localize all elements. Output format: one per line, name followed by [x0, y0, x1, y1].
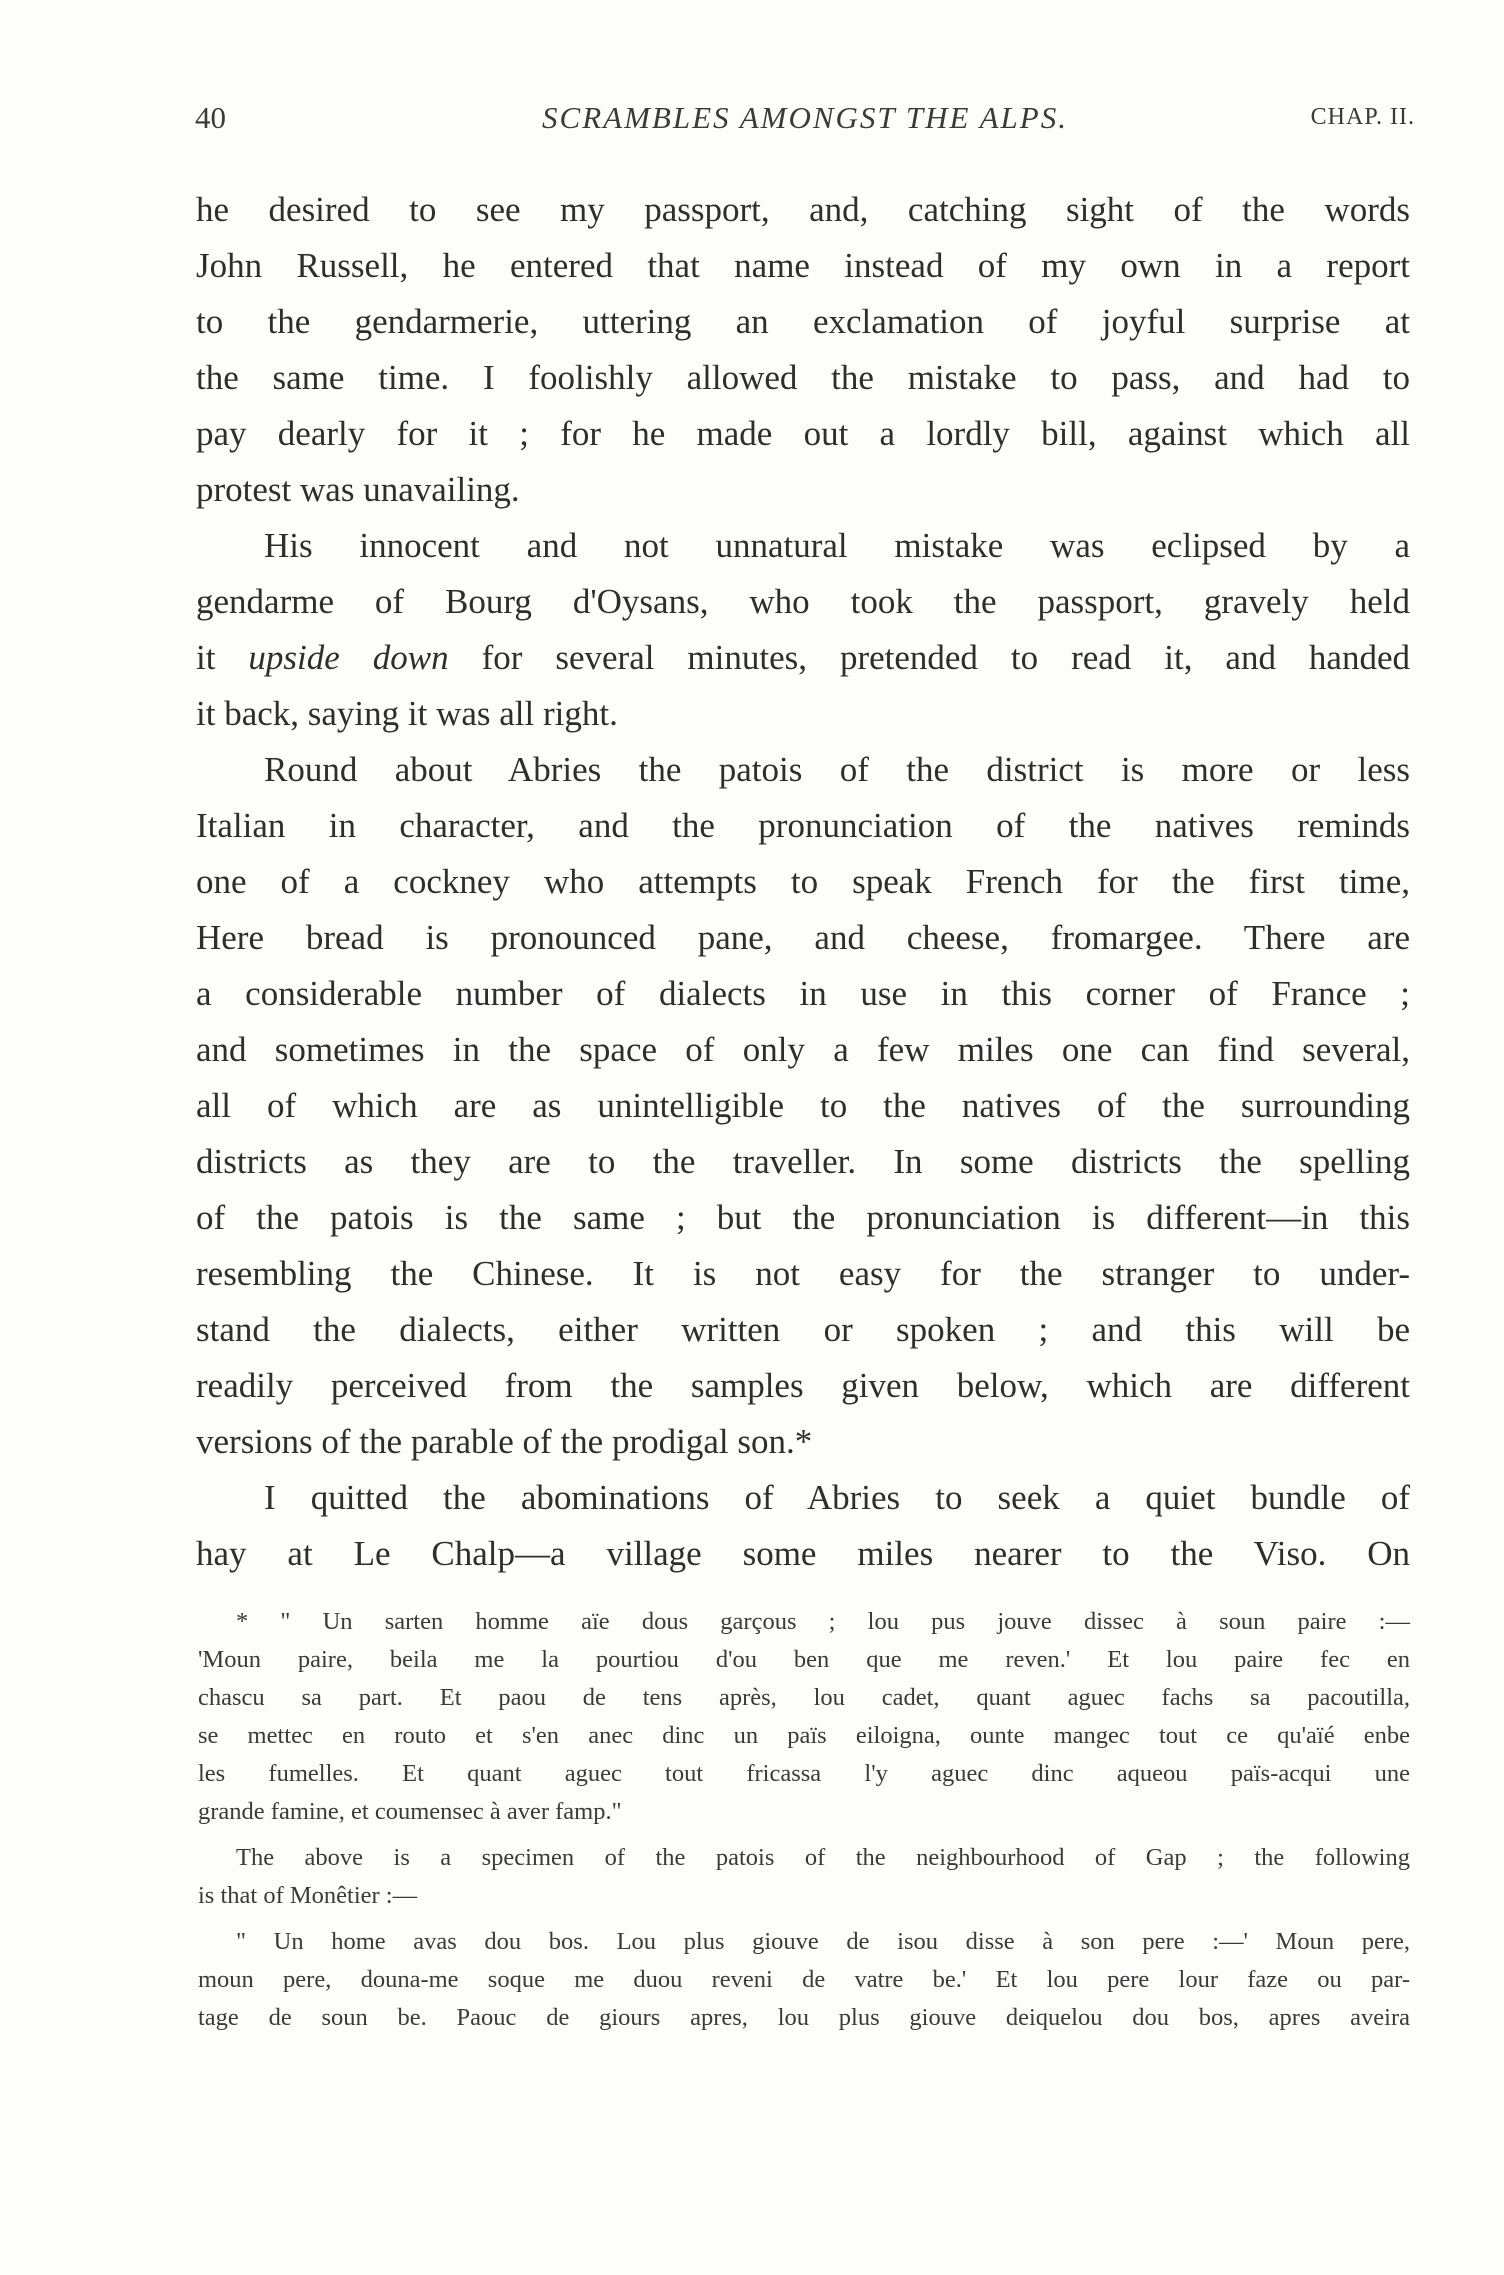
italic-phrase: upside down [248, 638, 449, 677]
footnote-line: moun pere, douna-me soque me duou reveni de vatre be.' Et lou pere lour faze ou par- [198, 1966, 1410, 1993]
running-title: SCRAMBLES AMONGST THE ALPS. [542, 100, 1068, 135]
text-line: I quitted the abominations of Abries to seek a quiet bundle of [264, 1478, 1410, 1517]
text-line: resembling the Chinese. It is not easy for the stranger to under- [196, 1254, 1410, 1293]
text-line: gendarme of Bourg d'Oysans, who took the passport, gravely held [196, 582, 1410, 621]
footnote-line: grande famine, et coumensec à aver famp." [198, 1798, 622, 1825]
text-line: one of a cockney who attempts to speak French for the first time, [196, 862, 1410, 901]
text-line: stand the dialects, either written or spoken ; and this will be [196, 1310, 1410, 1349]
text-line: Italian in character, and the pronunciation of the natives reminds [196, 806, 1410, 845]
text-line: hay at Le Chalp—a village some miles nearer to the Viso. On [196, 1534, 1410, 1573]
footnote-line: * " Un sarten homme aïe dous garçous ; lou pus jouve dissec à soun paire :— [236, 1608, 1410, 1635]
text-line: districts as they are to the traveller. In some districts the spelling [196, 1142, 1410, 1181]
text-line: John Russell, he entered that name instead of my own in a report [196, 246, 1410, 285]
text-line: to the gendarmerie, uttering an exclamation of joyful surprise at [196, 302, 1410, 341]
footnote-line: " Un home avas dou bos. Lou plus giouve de isou disse à son pere :—' Moun pere, [236, 1928, 1410, 1955]
footnote-line: The above is a specimen of the patois of the neighbourhood of Gap ; the following [236, 1844, 1410, 1871]
footnote-line: les fumelles. Et quant aguec tout fricassa l'y aguec dinc aqueou païs-acqui une [198, 1760, 1410, 1787]
footnote-line: is that of Monêtier :— [198, 1882, 418, 1909]
text-fragment: for several minutes, pretended to read it, and handed [448, 638, 1410, 677]
text-line: protest was unavailing. [196, 470, 520, 509]
footnote-gap [198, 1831, 1410, 1839]
footnote-line: 'Moun paire, beila me la pourtiou d'ou ben que me reven.' Et lou paire fec en [198, 1646, 1410, 1673]
text-line: all of which are as unintelligible to the natives of the surrounding [196, 1086, 1410, 1125]
footnote-line: chascu sa part. Et paou de tens après, lou cadet, quant aguec fachs sa pacoutilla, [198, 1684, 1410, 1711]
text-line: a considerable number of dialects in use in this corner of France ; [196, 974, 1410, 1013]
footnote-line: tage de soun be. Paouc de giours apres, lou plus giouve deiquelou dou bos, apres aveira [198, 2004, 1410, 2031]
text-line [196, 630, 1410, 686]
text-line: it back, saying it was all right. [196, 694, 618, 733]
text-line: versions of the parable of the prodigal son.* [196, 1422, 813, 1461]
text-line: Round about Abries the patois of the district is more or less [264, 750, 1410, 789]
footnote-line: se mettec en routo et s'en anec dinc un païs eiloigna, ounte mangec tout ce qu'aïé enbe [198, 1722, 1410, 1749]
running-header [195, 100, 1415, 150]
footnote-gap [198, 1915, 1410, 1923]
text-line: His innocent and not unnatural mistake was eclipsed by a [264, 526, 1410, 565]
text-line: the same time. I foolishly allowed the mistake to pass, and had to [196, 358, 1410, 397]
text-line: and sometimes in the space of only a few miles one can find several, [196, 1030, 1410, 1069]
footnotes [198, 1603, 1410, 2037]
text-line: pay dearly for it ; for he made out a lordly bill, against which all [196, 414, 1410, 453]
text-fragment: it [196, 638, 249, 677]
text-line: readily perceived from the samples given below, which are different [196, 1366, 1410, 1405]
text-line: of the patois is the same ; but the pronunciation is different—in this [196, 1198, 1410, 1237]
body-text [196, 182, 1410, 1582]
text-line: he desired to see my passport, and, catching sight of the words [196, 190, 1410, 229]
chapter-label: CHAP. II. [1310, 104, 1415, 130]
text-line: Here bread is pronounced pane, and cheese, fromargee. There are [196, 918, 1410, 957]
page-number: 40 [195, 100, 226, 135]
